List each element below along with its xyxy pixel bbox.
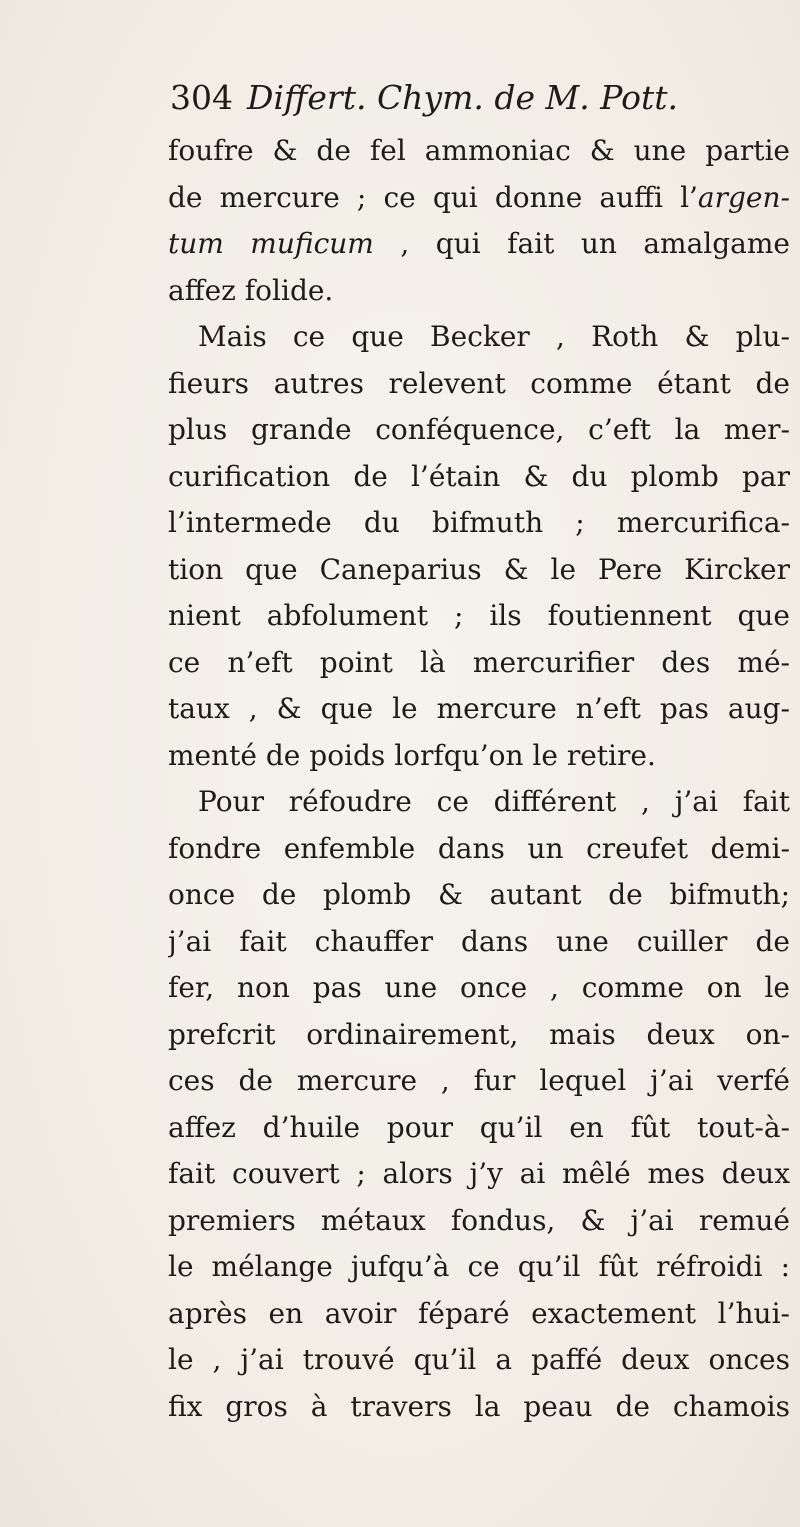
text-line: affez folide. xyxy=(168,273,334,307)
text-line: tum muficum , qui fait un amalgame xyxy=(168,227,790,260)
text-line: tion que Caneparius & le Pere Kircker xyxy=(168,552,790,586)
text-line: premiers métaux fondus, & j’ai remué xyxy=(168,1203,790,1237)
body-text xyxy=(168,128,790,1430)
page-header xyxy=(170,78,678,117)
running-title: Differt. Chym. de M. Pott. xyxy=(247,78,679,117)
text-line: le mélange jufqu’à ce qu’il fût réfroidi : xyxy=(168,1250,790,1283)
text-line: le , j’ai trouvé qu’il a paffé deux onces xyxy=(168,1343,790,1376)
text-line: ce n’eft point là mercurifier des mé- xyxy=(168,645,790,679)
text-line: affez d’huile pour qu’il en fût tout-à- xyxy=(168,1110,790,1144)
text-line: fondre enfemble dans un creufet demi- xyxy=(168,831,790,865)
text-line: menté de poids lorfqu’on le retire. xyxy=(168,738,656,772)
text-line: foufre & de fel ammoniac & une partie xyxy=(168,134,790,167)
text-line: once de plomb & autant de bifmuth; xyxy=(168,878,790,911)
text-line: nient abfolument ; ils foutiennent que xyxy=(168,599,790,632)
text-line: après en avoir féparé exactement l’hui- xyxy=(168,1296,790,1330)
text-line: de mercure ; ce qui donne auffi l’argen- xyxy=(168,180,790,214)
text-line: taux , & que le mercure n’eft pas aug- xyxy=(168,692,790,725)
text-line: prefcrit ordinairement, mais deux on- xyxy=(168,1017,790,1051)
text-line: fieurs autres relevent comme étant de xyxy=(168,366,790,400)
text-line: curification de l’étain & du plomb par xyxy=(168,459,790,493)
text-line: fait couvert ; alors j’y ai mêlé mes deux xyxy=(168,1157,790,1190)
text-line: plus grande conféquence, c’eft la mer- xyxy=(168,413,790,446)
text-line: fix gros à travers la peau de chamois xyxy=(168,1389,790,1423)
text-line: ces de mercure , fur lequel j’ai verfé xyxy=(168,1064,790,1097)
text-line: j’ai fait chauffer dans une cuiller de xyxy=(168,924,790,958)
page-number: 304 xyxy=(170,78,233,117)
text-line: Pour réfoudre ce différent , j’ai fait xyxy=(198,785,790,818)
text-line: l’intermede du bifmuth ; mercurifica- xyxy=(168,506,790,539)
text-line: Mais ce que Becker , Roth & plu- xyxy=(198,320,790,353)
text-line: fer, non pas une once , comme on le xyxy=(168,971,790,1004)
